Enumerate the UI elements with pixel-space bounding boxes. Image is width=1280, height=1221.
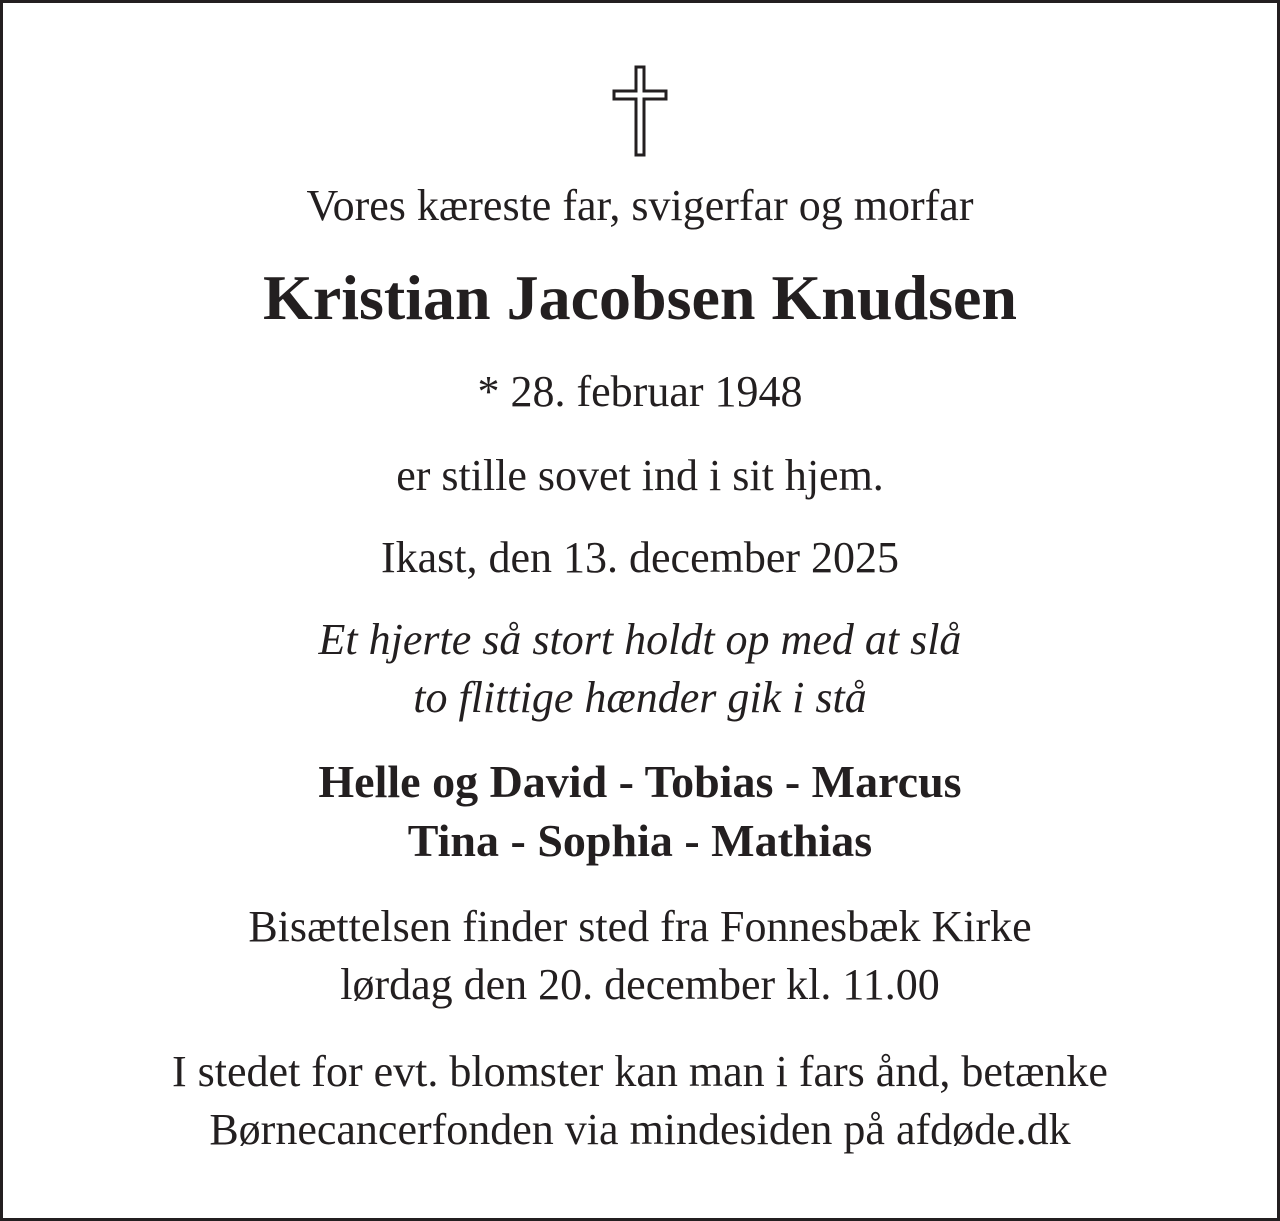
verse-line-1: Et hjerte så stort holdt op med at slå [318,615,962,664]
birth-date: * 28. februar 1948 [477,367,803,416]
family-line-1: Helle og David - Tobias - Marcus [318,756,962,807]
place-date: Ikast, den 13. december 2025 [380,533,900,582]
verse-line-2: to flittige hænder gik i stå [413,673,867,722]
funeral-line-2: lørdag den 20. december kl. 11.00 [340,960,940,1009]
death-text: er stille sovet ind i sit hjem. [396,451,884,500]
deceased-name: Kristian Jacobsen Knudsen [263,262,1017,333]
donation-line-2: Børnecancerfonden via mindesiden på afdøde.dk [209,1105,1071,1154]
family-line-2: Tina - Sophia - Mathias [407,815,873,866]
intro-text: Vores kæreste far, svigerfar og morfar [306,181,974,230]
donation-line-1: I stedet for evt. blomster kan man i fars ånd, betænke [172,1047,1108,1096]
cross-icon [612,65,668,157]
funeral-line-1: Bisættelsen finder sted fra Fonnesbæk Kirke [248,902,1032,951]
